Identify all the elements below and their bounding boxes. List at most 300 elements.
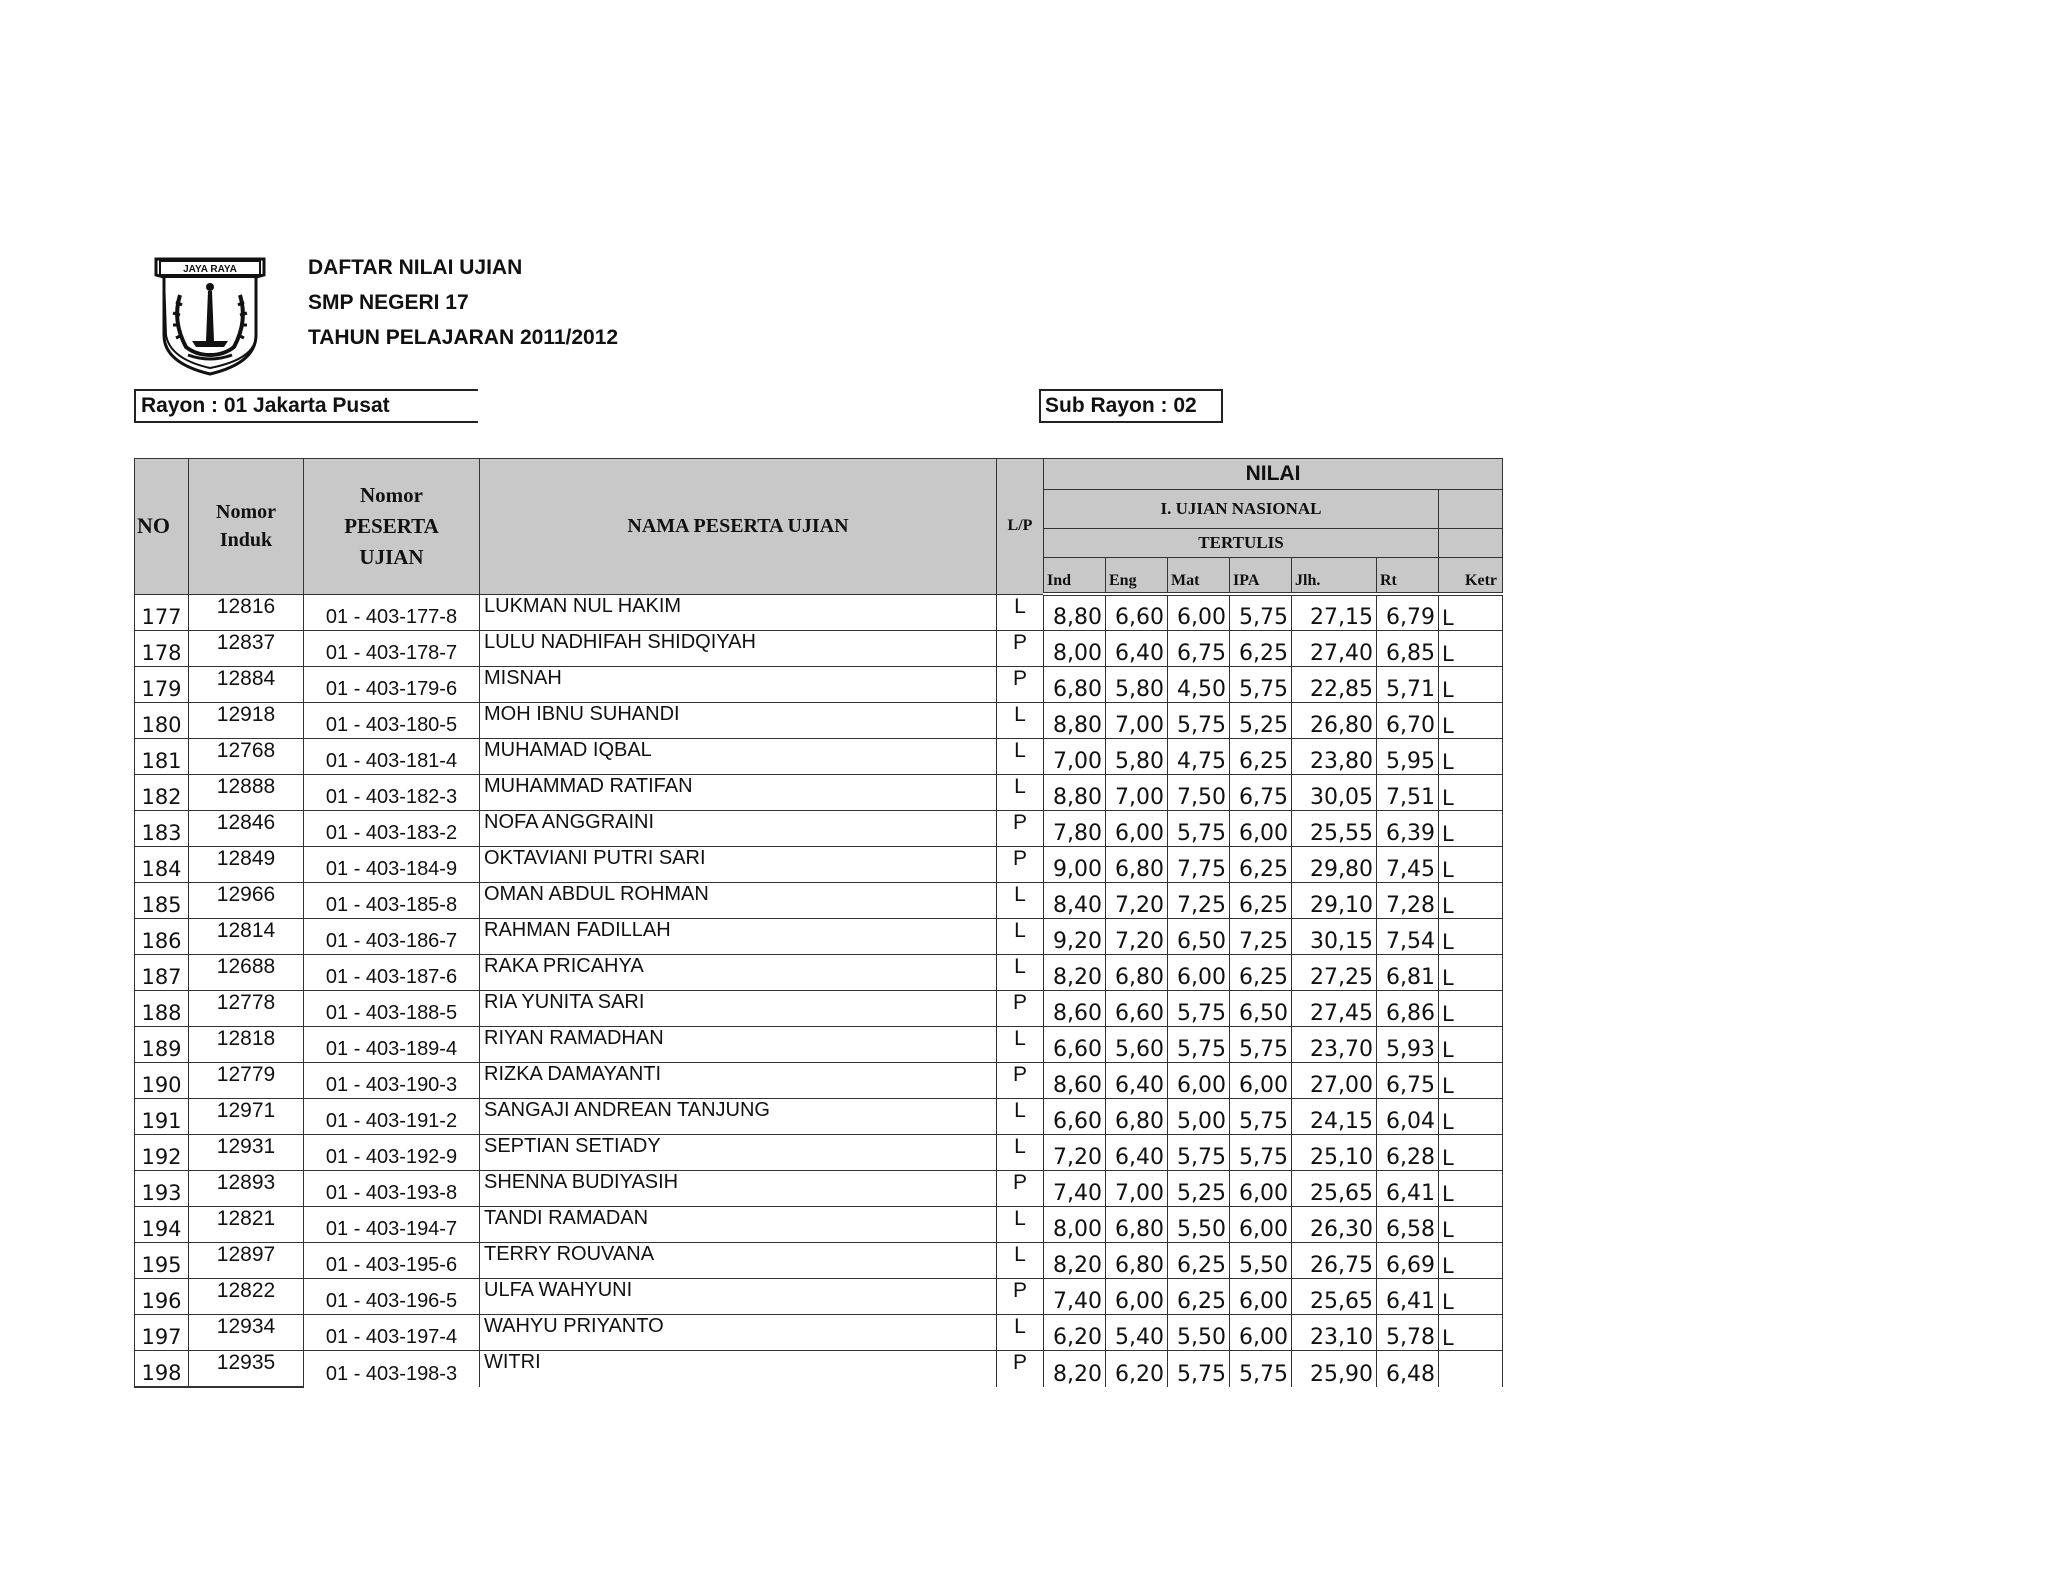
cell-rt: 6,41	[1377, 1171, 1439, 1207]
cell-nama: LULU NADHIFAH SHIDQIYAH	[480, 631, 997, 667]
cell-jlh: 27,00	[1292, 1063, 1377, 1099]
cell-nomor-induk: 12931	[189, 1135, 304, 1171]
cell-nomor-peserta: 01 - 403-195-6	[304, 1243, 480, 1279]
cell-eng: 6,80	[1106, 1207, 1168, 1243]
cell-lp: P	[997, 1279, 1044, 1315]
cell-mat: 5,75	[1168, 1351, 1230, 1388]
cell-rt: 5,93	[1377, 1027, 1439, 1063]
cell-ind: 7,20	[1044, 1135, 1106, 1171]
cell-nomor-peserta: 01 - 403-184-9	[304, 847, 480, 883]
cell-nomor-peserta: 01 - 403-177-8	[304, 594, 480, 631]
cell-ipa: 6,00	[1230, 1279, 1292, 1315]
cell-mat: 6,25	[1168, 1243, 1230, 1279]
cell-nomor-peserta: 01 - 403-189-4	[304, 1027, 480, 1063]
table-row	[135, 631, 1503, 667]
cell-nomor-peserta: 01 - 403-198-3	[304, 1351, 480, 1388]
cell-nomor-induk: 12846	[189, 811, 304, 847]
cell-ketr: L	[1439, 775, 1503, 811]
cell-rt: 6,28	[1377, 1135, 1439, 1171]
cell-jlh: 25,90	[1292, 1351, 1377, 1388]
cell-eng: 5,80	[1106, 667, 1168, 703]
cell-nomor-peserta: 01 - 403-187-6	[304, 955, 480, 991]
cell-no: 181	[135, 739, 189, 775]
table-row	[135, 1027, 1503, 1063]
cell-nomor-peserta: 01 - 403-196-5	[304, 1279, 480, 1315]
cell-ipa: 6,00	[1230, 1063, 1292, 1099]
header-nilai: NILAI	[1044, 459, 1503, 490]
cell-ind: 8,60	[1044, 1063, 1106, 1099]
cell-nomor-induk: 12821	[189, 1207, 304, 1243]
table-row	[135, 594, 1503, 631]
cell-ketr: L	[1439, 1171, 1503, 1207]
cell-ind: 8,40	[1044, 883, 1106, 919]
cell-no: 182	[135, 775, 189, 811]
header-lp: L/P	[997, 459, 1044, 595]
table-row	[135, 955, 1503, 991]
cell-jlh: 27,45	[1292, 991, 1377, 1027]
cell-ipa: 5,75	[1230, 1099, 1292, 1135]
cell-nama: MISNAH	[480, 667, 997, 703]
cell-ipa: 5,25	[1230, 703, 1292, 739]
cell-mat: 5,50	[1168, 1315, 1230, 1351]
cell-nomor-peserta: 01 - 403-186-7	[304, 919, 480, 955]
cell-nomor-peserta: 01 - 403-179-6	[304, 667, 480, 703]
cell-eng: 6,40	[1106, 631, 1168, 667]
cell-ketr: L	[1439, 1135, 1503, 1171]
cell-jlh: 27,25	[1292, 955, 1377, 991]
cell-ketr: L	[1439, 1279, 1503, 1315]
cell-ketr	[1439, 1351, 1503, 1388]
header-rt: Rt	[1377, 558, 1439, 595]
cell-nomor-induk: 12818	[189, 1027, 304, 1063]
cell-lp: L	[997, 883, 1044, 919]
cell-lp: L	[997, 1207, 1044, 1243]
cell-ind: 8,20	[1044, 1243, 1106, 1279]
cell-rt: 6,39	[1377, 811, 1439, 847]
table-row	[135, 811, 1503, 847]
cell-ind: 6,60	[1044, 1027, 1106, 1063]
cell-no: 184	[135, 847, 189, 883]
sub-rayon-label: Sub Rayon : 02	[1039, 389, 1223, 423]
cell-ind: 6,60	[1044, 1099, 1106, 1135]
header-nomor-induk: Nomor Induk	[189, 459, 304, 595]
cell-mat: 7,50	[1168, 775, 1230, 811]
cell-ipa: 6,75	[1230, 775, 1292, 811]
cell-ind: 6,80	[1044, 667, 1106, 703]
cell-nama: MUHAMMAD RATIFAN	[480, 775, 997, 811]
cell-rt: 7,51	[1377, 775, 1439, 811]
cell-lp: P	[997, 631, 1044, 667]
table-row	[135, 991, 1503, 1027]
cell-nama: SHENNA BUDIYASIH	[480, 1171, 997, 1207]
cell-jlh: 27,15	[1292, 594, 1377, 631]
cell-lp: P	[997, 811, 1044, 847]
cell-nomor-induk: 12918	[189, 703, 304, 739]
cell-nomor-induk: 12778	[189, 991, 304, 1027]
school-name: SMP NEGERI 17	[308, 291, 469, 314]
cell-ind: 9,00	[1044, 847, 1106, 883]
header-jlh: Jlh.	[1292, 558, 1377, 595]
cell-ipa: 5,75	[1230, 1135, 1292, 1171]
cell-ind: 8,80	[1044, 775, 1106, 811]
cell-lp: L	[997, 703, 1044, 739]
cell-no: 180	[135, 703, 189, 739]
table-row	[135, 847, 1503, 883]
cell-rt: 6,04	[1377, 1099, 1439, 1135]
cell-jlh: 22,85	[1292, 667, 1377, 703]
cell-eng: 7,00	[1106, 1171, 1168, 1207]
cell-nama: RIYAN RAMADHAN	[480, 1027, 997, 1063]
cell-mat: 7,25	[1168, 883, 1230, 919]
cell-ketr: L	[1439, 667, 1503, 703]
cell-nomor-induk: 12934	[189, 1315, 304, 1351]
cell-ipa: 6,00	[1230, 811, 1292, 847]
cell-ketr: L	[1439, 1027, 1503, 1063]
cell-jlh: 26,80	[1292, 703, 1377, 739]
cell-eng: 6,60	[1106, 991, 1168, 1027]
table-body	[135, 594, 1503, 1387]
table-row	[135, 919, 1503, 955]
cell-lp: L	[997, 919, 1044, 955]
cell-ketr: L	[1439, 1207, 1503, 1243]
cell-nomor-peserta: 01 - 403-185-8	[304, 883, 480, 919]
cell-ketr: L	[1439, 883, 1503, 919]
cell-ind: 7,40	[1044, 1279, 1106, 1315]
table-row	[135, 1279, 1503, 1315]
cell-nomor-induk: 12893	[189, 1171, 304, 1207]
cell-ketr: L	[1439, 739, 1503, 775]
cell-jlh: 25,65	[1292, 1171, 1377, 1207]
cell-ketr: L	[1439, 594, 1503, 631]
cell-rt: 6,41	[1377, 1279, 1439, 1315]
cell-no: 197	[135, 1315, 189, 1351]
cell-lp: L	[997, 1027, 1044, 1063]
cell-rt: 5,95	[1377, 739, 1439, 775]
cell-lp: L	[997, 1315, 1044, 1351]
cell-no: 179	[135, 667, 189, 703]
cell-ind: 7,80	[1044, 811, 1106, 847]
cell-nama: TERRY ROUVANA	[480, 1243, 997, 1279]
table-row	[135, 739, 1503, 775]
cell-no: 178	[135, 631, 189, 667]
cell-ipa: 6,00	[1230, 1207, 1292, 1243]
cell-nomor-induk: 12897	[189, 1243, 304, 1279]
cell-rt: 6,70	[1377, 703, 1439, 739]
cell-no: 193	[135, 1171, 189, 1207]
cell-ind: 8,80	[1044, 594, 1106, 631]
header-no: NO	[135, 459, 189, 595]
cell-nama: MUHAMAD IQBAL	[480, 739, 997, 775]
cell-nomor-peserta: 01 - 403-180-5	[304, 703, 480, 739]
cell-nomor-induk: 12779	[189, 1063, 304, 1099]
cell-lp: L	[997, 955, 1044, 991]
cell-ipa: 6,25	[1230, 631, 1292, 667]
cell-ketr: L	[1439, 1099, 1503, 1135]
cell-lp: P	[997, 991, 1044, 1027]
cell-eng: 6,80	[1106, 1099, 1168, 1135]
cell-mat: 6,00	[1168, 594, 1230, 631]
cell-no: 190	[135, 1063, 189, 1099]
cell-nomor-peserta: 01 - 403-183-2	[304, 811, 480, 847]
cell-no: 192	[135, 1135, 189, 1171]
table-header	[135, 459, 1503, 595]
jakarta-emblem-logo	[152, 255, 268, 377]
cell-eng: 5,80	[1106, 739, 1168, 775]
header-nama-peserta: NAMA PESERTA UJIAN	[480, 459, 997, 595]
cell-mat: 5,75	[1168, 811, 1230, 847]
cell-ipa: 6,25	[1230, 883, 1292, 919]
cell-lp: P	[997, 847, 1044, 883]
cell-nomor-induk: 12971	[189, 1099, 304, 1135]
cell-jlh: 25,10	[1292, 1135, 1377, 1171]
cell-no: 198	[135, 1351, 189, 1388]
cell-nomor-peserta: 01 - 403-194-7	[304, 1207, 480, 1243]
cell-jlh: 26,30	[1292, 1207, 1377, 1243]
cell-nama: OKTAVIANI PUTRI SARI	[480, 847, 997, 883]
cell-ipa: 5,75	[1230, 594, 1292, 631]
cell-ind: 8,20	[1044, 955, 1106, 991]
cell-ketr: L	[1439, 991, 1503, 1027]
cell-eng: 6,60	[1106, 594, 1168, 631]
cell-ipa: 6,50	[1230, 991, 1292, 1027]
cell-no: 195	[135, 1243, 189, 1279]
cell-ketr: L	[1439, 1315, 1503, 1351]
table-row	[135, 1243, 1503, 1279]
cell-nama: TANDI RAMADAN	[480, 1207, 997, 1243]
cell-rt: 6,81	[1377, 955, 1439, 991]
table-row	[135, 1315, 1503, 1351]
cell-no: 185	[135, 883, 189, 919]
cell-ind: 7,00	[1044, 739, 1106, 775]
cell-nomor-induk: 12816	[189, 594, 304, 631]
cell-nomor-peserta: 01 - 403-192-9	[304, 1135, 480, 1171]
cell-nomor-peserta: 01 - 403-191-2	[304, 1099, 480, 1135]
cell-eng: 5,60	[1106, 1027, 1168, 1063]
cell-nama: MOH IBNU SUHANDI	[480, 703, 997, 739]
cell-no: 186	[135, 919, 189, 955]
cell-ketr: L	[1439, 703, 1503, 739]
cell-eng: 6,80	[1106, 847, 1168, 883]
cell-ind: 8,00	[1044, 1207, 1106, 1243]
cell-jlh: 26,75	[1292, 1243, 1377, 1279]
cell-nama: SEPTIAN SETIADY	[480, 1135, 997, 1171]
cell-nomor-induk: 12849	[189, 847, 304, 883]
cell-mat: 5,75	[1168, 1135, 1230, 1171]
cell-ind: 8,00	[1044, 631, 1106, 667]
table-row	[135, 1135, 1503, 1171]
cell-lp: L	[997, 739, 1044, 775]
cell-jlh: 29,80	[1292, 847, 1377, 883]
cell-nama: WITRI	[480, 1351, 997, 1388]
header-eng: Eng	[1106, 558, 1168, 595]
cell-jlh: 25,55	[1292, 811, 1377, 847]
cell-lp: L	[997, 1243, 1044, 1279]
cell-no: 194	[135, 1207, 189, 1243]
cell-lp: L	[997, 775, 1044, 811]
cell-mat: 6,00	[1168, 1063, 1230, 1099]
cell-nomor-peserta: 01 - 403-190-3	[304, 1063, 480, 1099]
table-row	[135, 703, 1503, 739]
cell-rt: 7,28	[1377, 883, 1439, 919]
cell-eng: 6,80	[1106, 1243, 1168, 1279]
cell-eng: 6,40	[1106, 1063, 1168, 1099]
cell-ketr: L	[1439, 919, 1503, 955]
cell-no: 191	[135, 1099, 189, 1135]
cell-mat: 6,00	[1168, 955, 1230, 991]
cell-ketr: L	[1439, 1063, 1503, 1099]
cell-nomor-peserta: 01 - 403-178-7	[304, 631, 480, 667]
cell-lp: L	[997, 1099, 1044, 1135]
cell-nama: SANGAJI ANDREAN TANJUNG	[480, 1099, 997, 1135]
cell-mat: 4,50	[1168, 667, 1230, 703]
cell-ind: 8,20	[1044, 1351, 1106, 1388]
cell-nomor-induk: 12688	[189, 955, 304, 991]
cell-lp: P	[997, 1063, 1044, 1099]
table-row	[135, 1099, 1503, 1135]
cell-jlh: 23,10	[1292, 1315, 1377, 1351]
cell-no: 177	[135, 594, 189, 631]
cell-mat: 4,75	[1168, 739, 1230, 775]
cell-jlh: 25,65	[1292, 1279, 1377, 1315]
cell-ipa: 5,75	[1230, 667, 1292, 703]
cell-rt: 6,58	[1377, 1207, 1439, 1243]
header-blank-1	[1439, 490, 1503, 529]
cell-jlh: 23,70	[1292, 1027, 1377, 1063]
cell-jlh: 29,10	[1292, 883, 1377, 919]
header-blank-2	[1439, 529, 1503, 558]
cell-no: 188	[135, 991, 189, 1027]
cell-nomor-induk: 12935	[189, 1351, 304, 1388]
cell-ipa: 6,00	[1230, 1315, 1292, 1351]
cell-ketr: L	[1439, 1243, 1503, 1279]
cell-ipa: 7,25	[1230, 919, 1292, 955]
cell-ipa: 6,25	[1230, 739, 1292, 775]
cell-lp: L	[997, 1135, 1044, 1171]
cell-eng: 7,20	[1106, 919, 1168, 955]
cell-rt: 6,79	[1377, 594, 1439, 631]
cell-ind: 8,80	[1044, 703, 1106, 739]
table-row	[135, 775, 1503, 811]
header-mat: Mat	[1168, 558, 1230, 595]
cell-ketr: L	[1439, 811, 1503, 847]
cell-ketr: L	[1439, 847, 1503, 883]
cell-nomor-peserta: 01 - 403-193-8	[304, 1171, 480, 1207]
cell-rt: 7,45	[1377, 847, 1439, 883]
cell-nomor-induk: 12884	[189, 667, 304, 703]
cell-rt: 5,71	[1377, 667, 1439, 703]
score-table	[134, 458, 1503, 1388]
cell-rt: 5,78	[1377, 1315, 1439, 1351]
table-row	[135, 1063, 1503, 1099]
cell-no: 187	[135, 955, 189, 991]
header-nomor-peserta: Nomor PESERTA UJIAN	[304, 459, 480, 595]
cell-nama: LUKMAN NUL HAKIM	[480, 594, 997, 631]
cell-mat: 6,25	[1168, 1279, 1230, 1315]
header-ketr: Ketr	[1439, 558, 1503, 595]
cell-mat: 5,50	[1168, 1207, 1230, 1243]
header-ipa: IPA	[1230, 558, 1292, 595]
cell-ipa: 6,25	[1230, 847, 1292, 883]
table-row	[135, 1207, 1503, 1243]
cell-rt: 6,48	[1377, 1351, 1439, 1388]
cell-no: 189	[135, 1027, 189, 1063]
cell-ketr: L	[1439, 631, 1503, 667]
cell-eng: 7,20	[1106, 883, 1168, 919]
cell-ipa: 5,50	[1230, 1243, 1292, 1279]
header-ujian-nasional: I. UJIAN NASIONAL	[1044, 490, 1439, 529]
header-tertulis: TERTULIS	[1044, 529, 1439, 558]
cell-ipa: 5,75	[1230, 1027, 1292, 1063]
cell-lp: P	[997, 1171, 1044, 1207]
cell-no: 196	[135, 1279, 189, 1315]
cell-nomor-peserta: 01 - 403-197-4	[304, 1315, 480, 1351]
cell-no: 183	[135, 811, 189, 847]
cell-mat: 6,50	[1168, 919, 1230, 955]
cell-ind: 6,20	[1044, 1315, 1106, 1351]
cell-nomor-peserta: 01 - 403-182-3	[304, 775, 480, 811]
cell-rt: 7,54	[1377, 919, 1439, 955]
table-row	[135, 883, 1503, 919]
cell-jlh: 30,15	[1292, 919, 1377, 955]
rayon-label: Rayon : 01 Jakarta Pusat	[134, 389, 478, 423]
cell-mat: 5,75	[1168, 703, 1230, 739]
document-title: DAFTAR NILAI UJIAN	[308, 256, 523, 279]
cell-jlh: 24,15	[1292, 1099, 1377, 1135]
cell-mat: 5,25	[1168, 1171, 1230, 1207]
cell-ind: 8,60	[1044, 991, 1106, 1027]
academic-year: TAHUN PELAJARAN 2011/2012	[308, 326, 619, 349]
cell-rt: 6,69	[1377, 1243, 1439, 1279]
cell-ind: 9,20	[1044, 919, 1106, 955]
cell-mat: 5,00	[1168, 1099, 1230, 1135]
table-row	[135, 667, 1503, 703]
cell-eng: 6,00	[1106, 811, 1168, 847]
cell-nama: RAKA PRICAHYA	[480, 955, 997, 991]
cell-ipa: 6,25	[1230, 955, 1292, 991]
cell-jlh: 30,05	[1292, 775, 1377, 811]
header-ind: Ind	[1044, 558, 1106, 595]
cell-nama: NOFA ANGGRAINI	[480, 811, 997, 847]
table-row	[135, 1171, 1503, 1207]
cell-rt: 6,75	[1377, 1063, 1439, 1099]
cell-nomor-induk: 12814	[189, 919, 304, 955]
cell-ind: 7,40	[1044, 1171, 1106, 1207]
cell-nomor-induk: 12768	[189, 739, 304, 775]
document-header	[308, 250, 618, 355]
cell-nama: OMAN ABDUL ROHMAN	[480, 883, 997, 919]
cell-ketr: L	[1439, 955, 1503, 991]
cell-nama: RIA YUNITA SARI	[480, 991, 997, 1027]
cell-eng: 7,00	[1106, 775, 1168, 811]
cell-lp: L	[997, 594, 1044, 631]
cell-nama: WAHYU PRIYANTO	[480, 1315, 997, 1351]
cell-nomor-peserta: 01 - 403-181-4	[304, 739, 480, 775]
cell-mat: 5,75	[1168, 1027, 1230, 1063]
cell-nomor-induk: 12888	[189, 775, 304, 811]
cell-nomor-induk: 12822	[189, 1279, 304, 1315]
cell-lp: P	[997, 1351, 1044, 1388]
cell-jlh: 23,80	[1292, 739, 1377, 775]
cell-eng: 6,20	[1106, 1351, 1168, 1388]
cell-eng: 5,40	[1106, 1315, 1168, 1351]
cell-mat: 5,75	[1168, 991, 1230, 1027]
cell-nama: RAHMAN FADILLAH	[480, 919, 997, 955]
cell-jlh: 27,40	[1292, 631, 1377, 667]
cell-nomor-induk: 12966	[189, 883, 304, 919]
cell-nama: ULFA WAHYUNI	[480, 1279, 997, 1315]
emblem-text: JAYA RAYA	[183, 264, 237, 275]
cell-mat: 6,75	[1168, 631, 1230, 667]
